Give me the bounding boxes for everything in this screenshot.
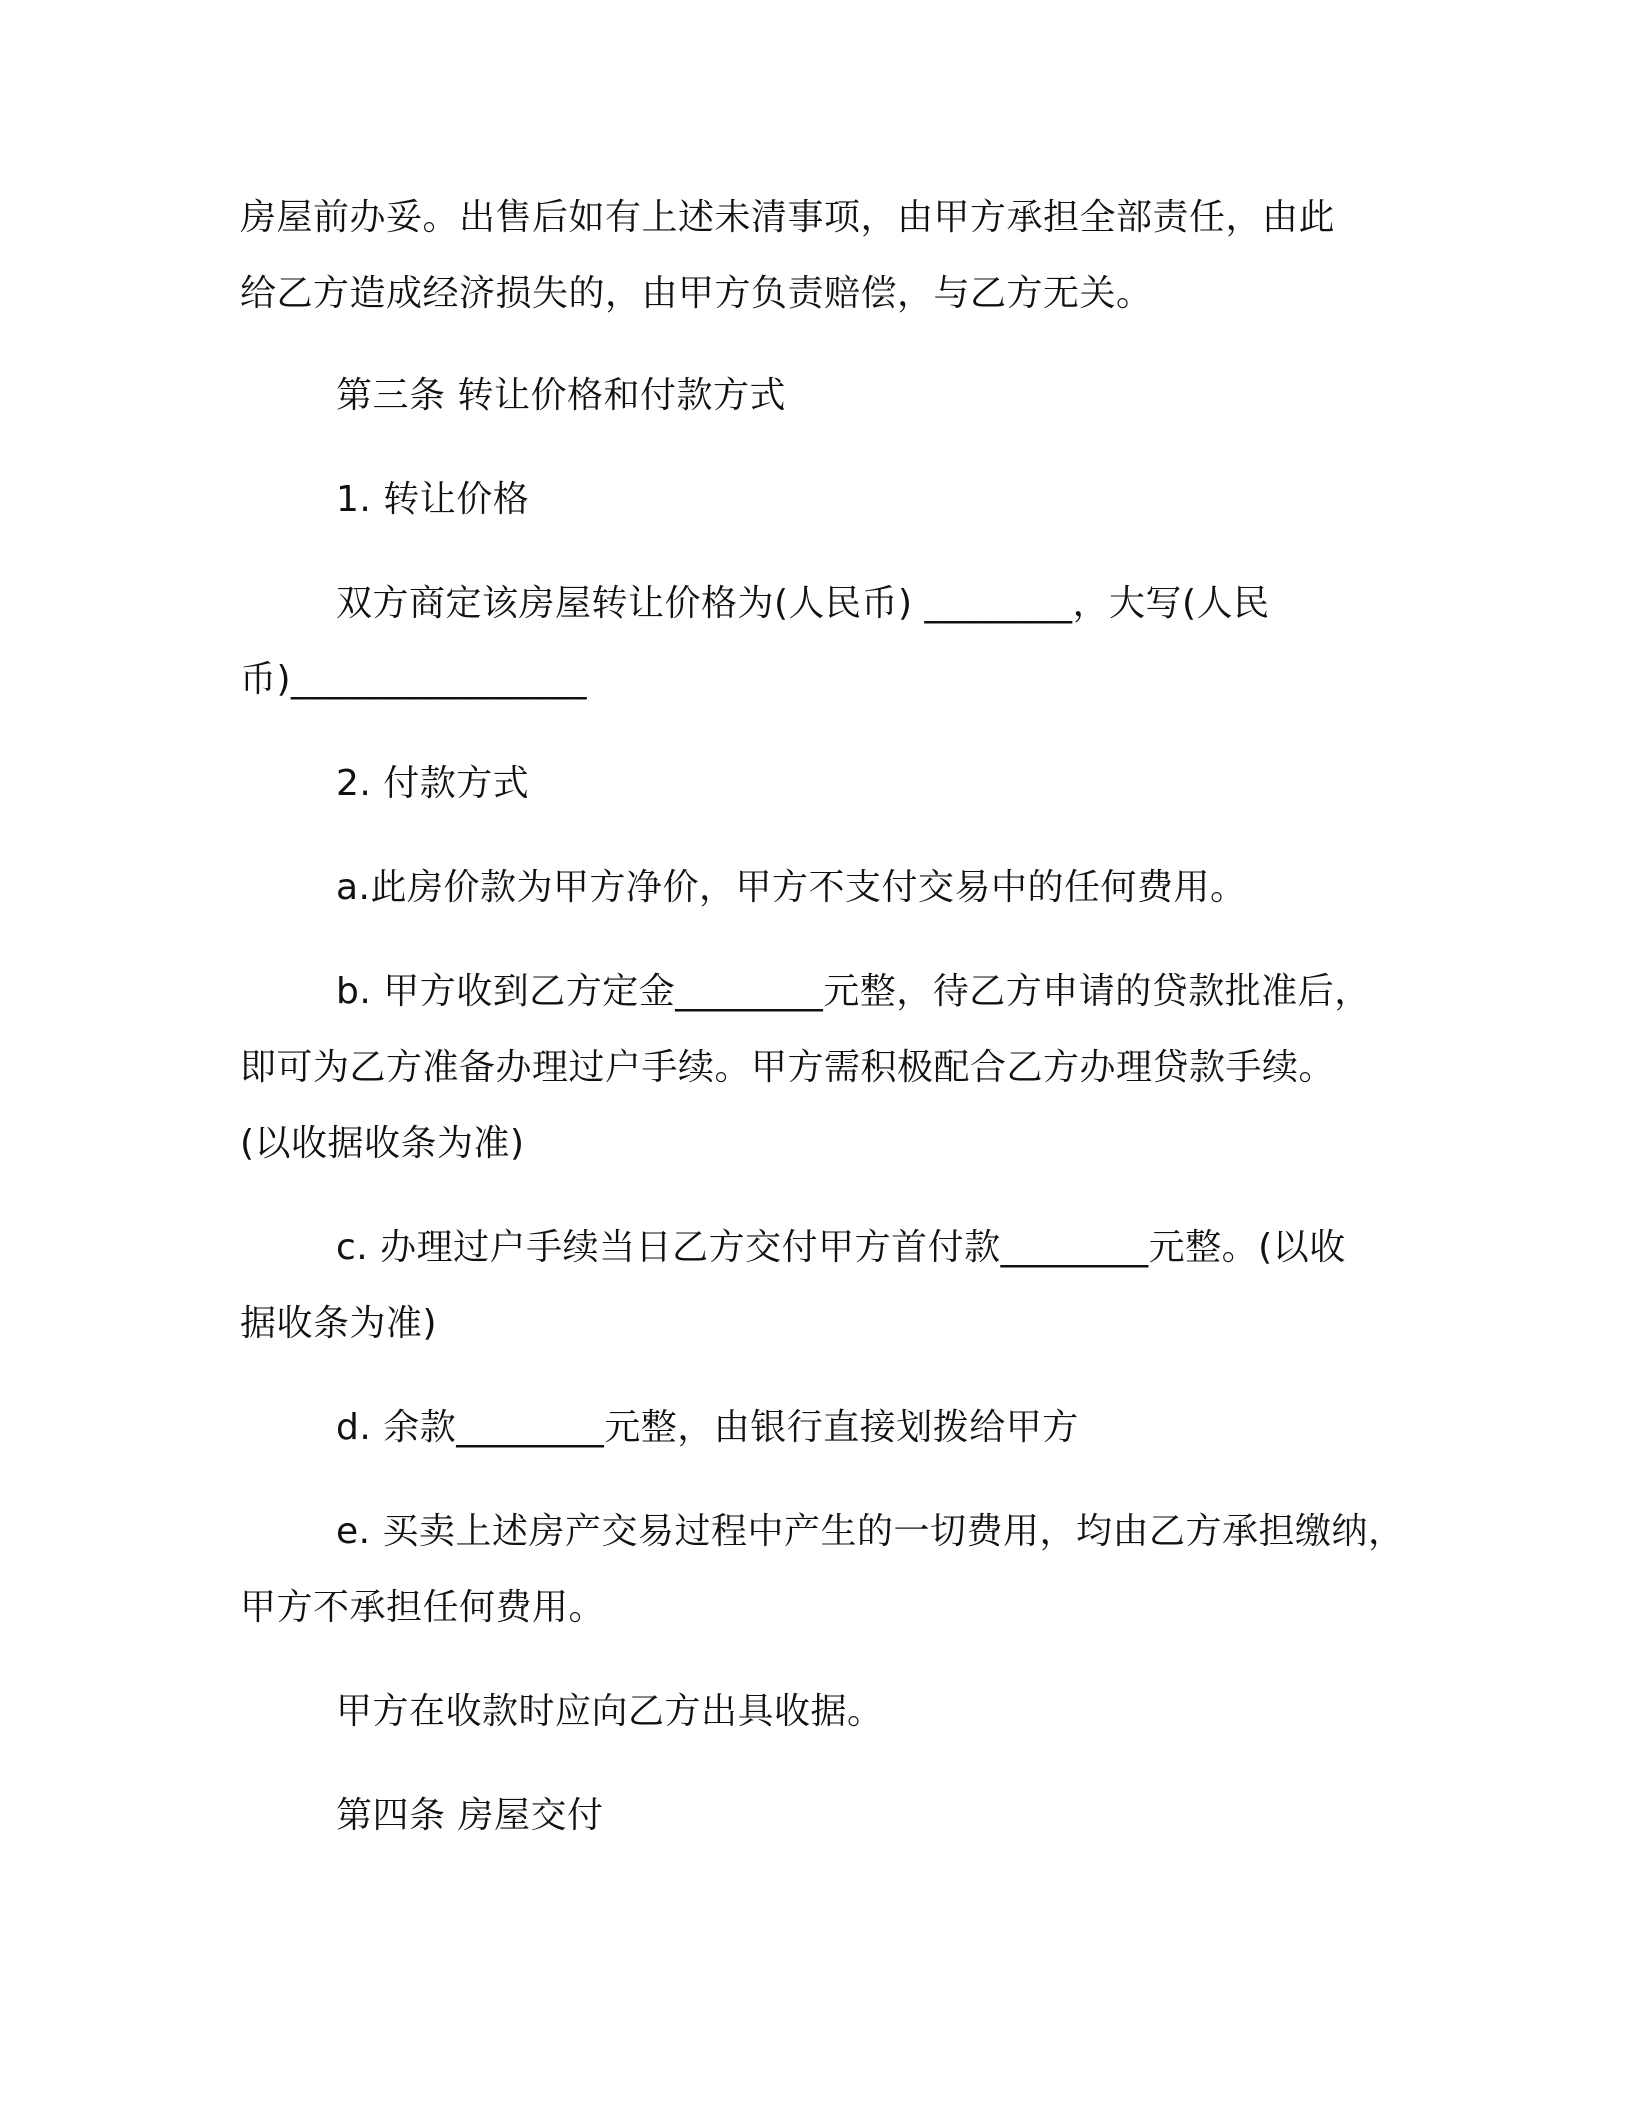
subsection-heading-payment: 2. 付款方式 (336, 763, 530, 804)
list-item-e: e. 买卖上述房产交易过程中产生的一切费用，均由乙方承担缴纳， (336, 1511, 1405, 1552)
paragraph-line: 甲方不承担任何费用。 (240, 1587, 606, 1628)
list-item-d: d. 余款________元整，由银行直接划拨给甲方 (336, 1407, 1079, 1448)
paragraph-line: 双方商定该房屋转让价格为(人民币) ________，大写(人民 (336, 583, 1270, 624)
section-heading-article-4: 第四条 房屋交付 (336, 1795, 604, 1836)
section-heading-article-3: 第三条 转让价格和付款方式 (336, 375, 786, 416)
paragraph-line: 据收条为准) (240, 1303, 438, 1344)
paragraph-line: 币)________________ (240, 659, 588, 700)
subsection-heading-price: 1. 转让价格 (336, 479, 530, 520)
paragraph-line: (以收据收条为准) (240, 1123, 525, 1164)
list-item-b: b. 甲方收到乙方定金________元整，待乙方申请的贷款批准后， (336, 971, 1371, 1012)
list-item-c: c. 办理过户手续当日乙方交付甲方首付款________元整。(以收 (336, 1227, 1346, 1268)
paragraph-line: 甲方在收款时应向乙方出具收据。 (336, 1691, 884, 1732)
list-item-a: a.此房价款为甲方净价，甲方不支付交易中的任何费用。 (336, 867, 1247, 908)
paragraph-line: 房屋前办妥。出售后如有上述未清事项，由甲方承担全部责任，由此 (240, 197, 1336, 238)
paragraph-line: 即可为乙方准备办理过户手续。甲方需积极配合乙方办理贷款手续。 (240, 1047, 1336, 1088)
paragraph-line: 给乙方造成经济损失的，由甲方负责赔偿，与乙方无关。 (240, 273, 1153, 314)
